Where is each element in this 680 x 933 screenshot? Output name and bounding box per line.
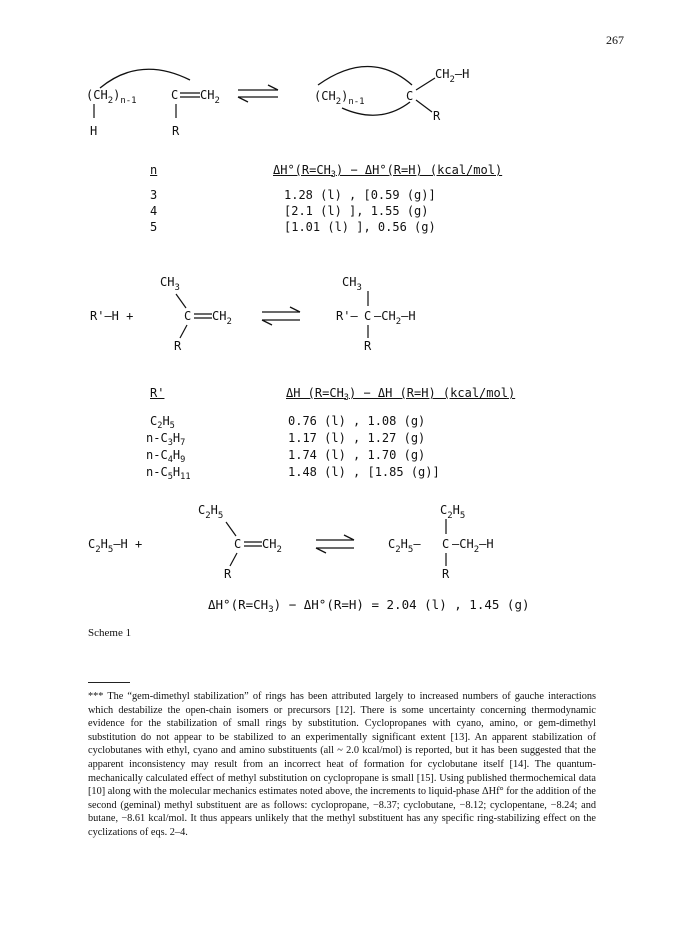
footnote-rule — [88, 682, 130, 683]
ethyl-addition-scheme — [80, 500, 560, 590]
right-r-group: R — [433, 109, 441, 123]
left-h-atom: H — [90, 124, 98, 138]
alkene-c-atom: C — [184, 309, 192, 323]
left-r-group: R — [172, 124, 180, 138]
right-ch2h-group: $CH_2—H$ — [435, 67, 470, 85]
table2-row-r: $C_2H_5$ — [150, 414, 175, 432]
table1-row-n: 5 — [150, 220, 158, 234]
left-c-atom: C — [171, 88, 179, 102]
product-c-atom: C — [442, 537, 450, 551]
table2-row-r: $n-C_5H_{11}$ — [146, 465, 191, 483]
alkene-addition-scheme — [80, 272, 500, 362]
reactant-ethane: $C_2H_5—H$ + — [88, 537, 143, 555]
table2-value-header: ΔH $(R=CH_3) - \Delta H$ (R=H) (kcal/mol) — [286, 386, 516, 404]
right-c-atom: C — [406, 89, 414, 103]
table1-row-value: [1.01 (l) ], 0.56 (g) — [284, 220, 436, 234]
product-ch2h-group: $—CH_2—H$ — [452, 537, 494, 555]
table1-row-value: [2.1 (l) ], 1.55 (g) — [284, 204, 429, 218]
table2-row-value: 0.76 (l) , 1.08 (g) — [288, 414, 426, 428]
table1-row-value: 1.28 (l) , [0.59 (g)] — [284, 188, 436, 202]
alkene-ch2-group: $CH_2$ — [212, 309, 232, 327]
footnote-text: *** The “gem-dimethyl stabilization” of rings has been attributed largely to increased numbers of gauche interactions which destabilize the open-chain isomers or precursors [12]. There is some uncertainty concerning thermodynamic evidence for the stabilization of small rings by substitution. Cyclopropanes with cyano, amino, or gem-dimethyl substitution do not appear to be stabilized to an experimentally significant extent [13]. An apparent stabilization of cyclobutanes with ethyl, cyano and amino substituents (all ~ 2.0 kcal/mol) is reported, but it has been suggested that the apparent inconsistency may result from an incorrect heat of formation for cyclobutane itself [14]. The quantum-mechanically calculated effect of methyl substitution on cyclopropane is small [15]. Using published thermochemical data [10] along with the molecular mechanics estimates noted above, the increments to liquid-phase ΔHf° for the addition of the second (geminal) methyl substituent are as follows: cyclopropane, −8.37; cyclobutane, −8.12; cyclopentane, −8.24; and butane, −8.61 kcal/mol. It thus appears unlikely that the methyl substituent has any specific ring-stabilizing effect on the cyclizations of eqs. 2–4. — [88, 691, 596, 838]
ethyl-group: $C_2H_5$ — [198, 503, 224, 521]
alkene-ch2-group: $CH_2$ — [262, 537, 282, 555]
product-r-group: R — [364, 339, 372, 353]
product-ch2h-group: $—CH_2—H$ — [374, 309, 416, 327]
right-ring-fragment: $(CH_2)_{n-1}$ — [314, 89, 365, 107]
product-ch3-group: $CH_3$ — [342, 275, 362, 293]
table1-row-n: 3 — [150, 188, 158, 202]
alkene-r-group: R — [174, 339, 182, 353]
product-ethyl-left: $C_2H_5—$ — [388, 537, 421, 555]
table1-row-n: 4 — [150, 204, 158, 218]
table1-col-n-header: n — [150, 163, 158, 177]
ch3-group: $CH_3$ — [160, 275, 180, 293]
product-c-atom: C — [364, 309, 372, 323]
table2-col-r-header: R' — [150, 386, 165, 400]
table2-row-value: 1.48 (l) , [1.85 (g)] — [288, 465, 440, 479]
table2-row-value: 1.74 (l) , 1.70 (g) — [288, 448, 426, 462]
product-r-group: R — [442, 567, 450, 581]
scheme-label: Scheme 1 — [88, 627, 132, 639]
ring-closure-scheme — [80, 50, 520, 150]
product-ethyl-group: $C_2H_5$ — [440, 503, 466, 521]
reactant-rh: R'—H + — [90, 309, 134, 323]
left-ch2-group: $CH_2$ — [200, 88, 220, 106]
table1-value-header: $\Delta H^\circ(R=CH_3) - \Delta H^\circ(R=H)$ (kcal/mol) — [273, 163, 503, 181]
alkene-r-group: R — [224, 567, 232, 581]
page-number: 267 — [606, 33, 624, 47]
table2-row-value: 1.17 (l) , 1.27 (g) — [288, 431, 426, 445]
product-r-prime: R'— — [336, 309, 358, 323]
alkene-c-atom: C — [234, 537, 242, 551]
table2-row-r: $n-C_4H_9$ — [146, 448, 186, 466]
scheme3-equation: $\Delta H^\circ(R=CH_3) - \Delta H^\circ(R=H) = 2.04$ (l) , 1.45 (g) — [208, 597, 530, 616]
table2-row-r: $n-C_3H_7$ — [146, 431, 186, 449]
left-ring-fragment: $(CH_2)_{n-1}$ — [86, 88, 137, 106]
